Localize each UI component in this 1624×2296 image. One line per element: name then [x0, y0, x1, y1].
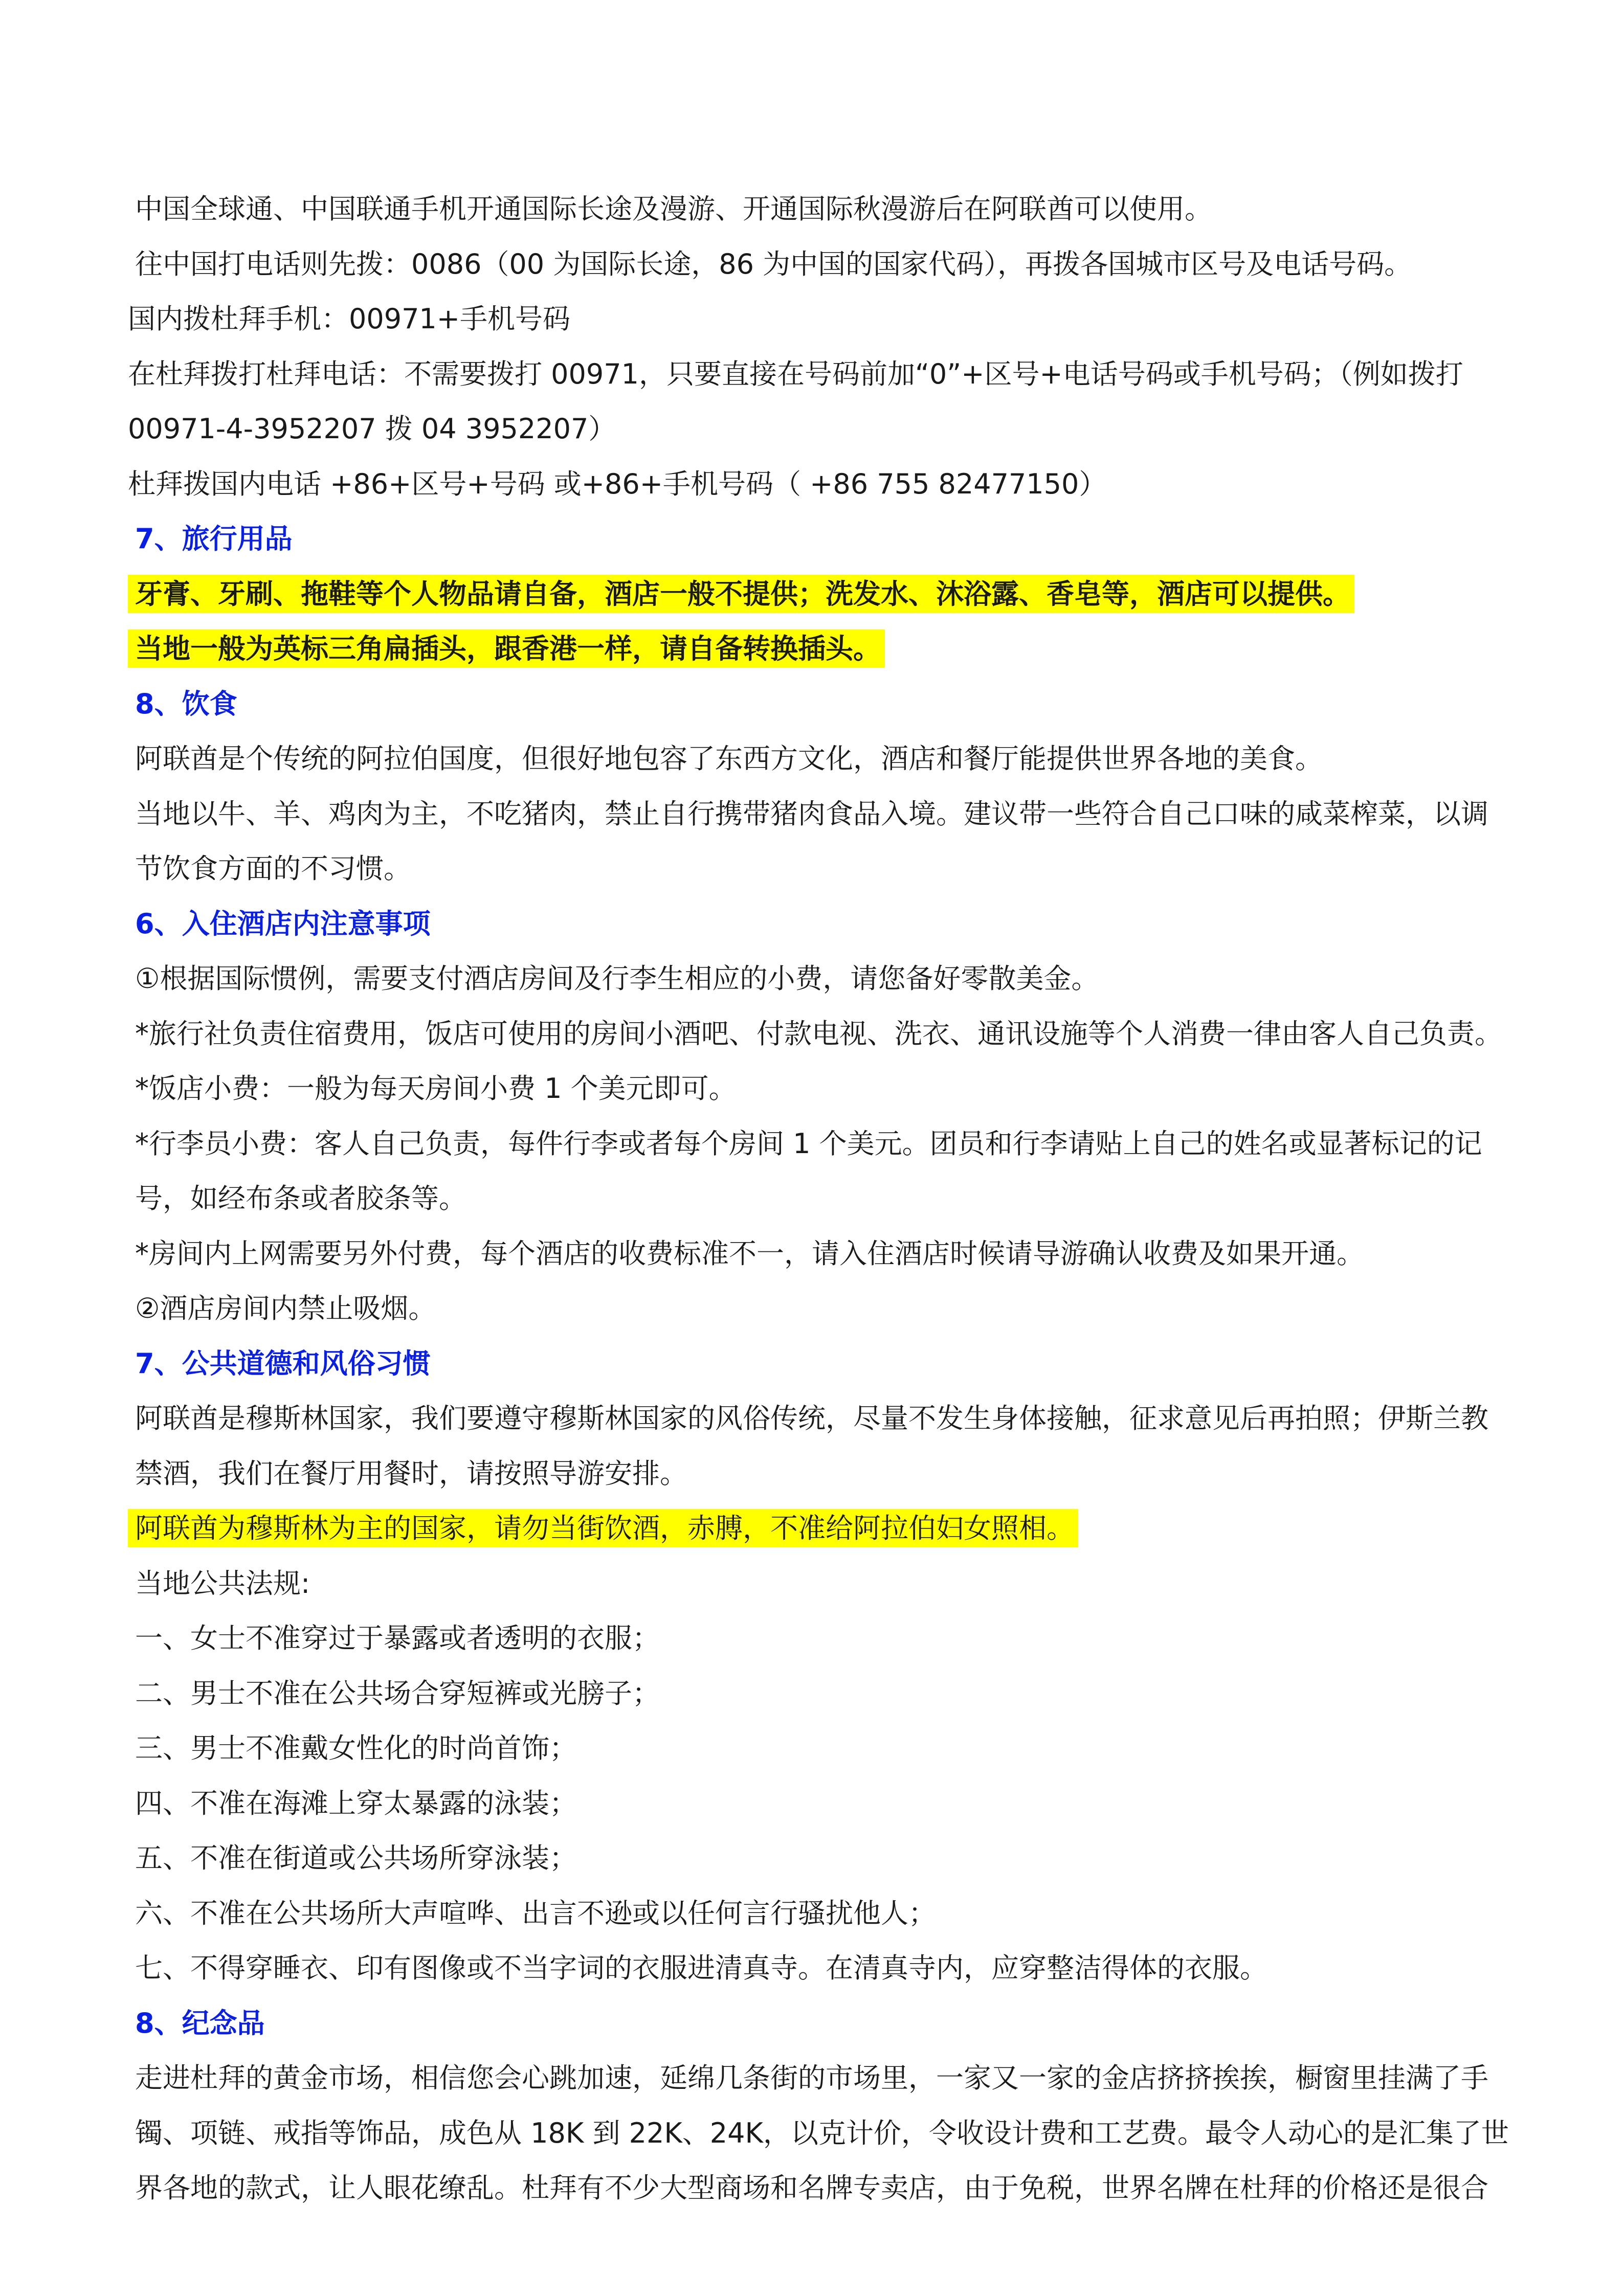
paragraph-line: 阿联酋是个传统的阿拉伯国度，但很好地包容了东西方文化，酒店和餐厅能提供世界各地的美食。	[135, 742, 1323, 775]
paragraph-line: *行李员小费：客人自己负责，每件行李或者每个房间 1 个美元。团员和行李请贴上自己的姓名或显著标记的记	[135, 1127, 1482, 1160]
paragraph-line: *饭店小费：一般为每天房间小费 1 个美元即可。	[135, 1072, 737, 1105]
section-heading-travel-items: 7、旅行用品	[135, 523, 293, 555]
highlighted-line	[128, 1501, 1540, 1556]
paragraph-line: 中国全球通、中国联通手机开通国际长途及漫游、开通国际秋漫游后在阿联酋可以使用。	[135, 193, 1212, 225]
highlighted-line	[128, 567, 1540, 622]
paragraph-line: 号，如经布条或者胶条等。	[135, 1182, 466, 1214]
list-item: 六、不准在公共场所大声喧哗、出言不逊或以任何言行骚扰他人；	[135, 1897, 936, 1929]
section-heading-souvenirs: 8、纪念品	[135, 2007, 265, 2039]
paragraph-line: 国内拨杜拜手机：00971+手机号码	[128, 303, 571, 335]
list-item: 二、男士不准在公共场合穿短裤或光膀子；	[135, 1677, 660, 1709]
paragraph-line: 当地以牛、羊、鸡肉为主，不吃猪肉，禁止自行携带猪肉食品入境。建议带一些符合自己口味的咸菜榨菜，以调	[135, 797, 1488, 830]
section-heading-customs: 7、公共道德和风俗习惯	[135, 1347, 431, 1380]
highlight-text: 当地一般为英标三角扁插头，跟香港一样，请自备转换插头。	[128, 629, 885, 668]
paragraph-line: 往中国打电话则先拨：0086（00 为国际长途，86 为中国的国家代码），再拨各国城市区号及电话号码。	[135, 247, 1412, 280]
paragraph-line: 阿联酋是穆斯林国家，我们要遵守穆斯林国家的风俗传统，尽量不发生身体接触，征求意见后再拍照；伊斯兰教	[135, 1402, 1488, 1434]
paragraph-line: 镯、项链、戒指等饰品，成色从 18K 到 22K、24K，以克计价，令收设计费和工艺费。最令人动心的是汇集了世	[135, 2117, 1509, 2149]
list-item: 四、不准在海滩上穿太暴露的泳装；	[135, 1787, 577, 1819]
paragraph-line: 00971-4-3952207 拨 04 3952207）	[128, 413, 616, 445]
highlight-text: 阿联酋为穆斯林为主的国家，请勿当街饮酒，赤膊，不准给阿拉伯妇女照相。	[128, 1509, 1078, 1547]
paragraph-line: 界各地的款式，让人眼花缭乱。杜拜有不少大型商场和名牌专卖店，由于免税，世界名牌在杜拜的价格还是很合	[135, 2172, 1488, 2204]
list-item: 七、不得穿睡衣、印有图像或不当字词的衣服进清真寺。在清真寺内，应穿整洁得体的衣服。	[135, 1952, 1267, 1984]
highlighted-line	[128, 621, 1540, 677]
paragraph-line: ②酒店房间内禁止吸烟。	[135, 1292, 436, 1324]
paragraph-line: 在杜拜拨打杜拜电话：不需要拨打 00971，只要直接在号码前加“0”+区号+电话号码或手机号码；（例如拨打	[128, 357, 1463, 390]
list-item: 一、女士不准穿过于暴露或者透明的衣服；	[135, 1622, 660, 1654]
document-page	[128, 182, 1540, 2216]
paragraph-line: 杜拜拨国内电话 +86+区号+号码 或+86+手机号码（ +86 755 82477150）	[128, 467, 1107, 500]
highlight-text: 牙膏、牙刷、拖鞋等个人物品请自备，酒店一般不提供；洗发水、沐浴露、香皂等，酒店可以提供。	[128, 575, 1354, 613]
paragraph-line: 当地公共法规:	[135, 1567, 310, 1600]
section-heading-hotel: 6、入住酒店内注意事项	[135, 907, 431, 940]
list-item: 三、男士不准戴女性化的时尚首饰；	[135, 1732, 577, 1764]
paragraph-line: 节饮食方面的不习惯。	[135, 852, 411, 885]
paragraph-line: *旅行社负责住宿费用，饭店可使用的房间小酒吧、付款电视、洗衣、通讯设施等个人消费一律由客人自己负责。	[135, 1017, 1502, 1050]
section-heading-food: 8、饮食	[135, 687, 237, 720]
paragraph-line: 走进杜拜的黄金市场，相信您会心跳加速，延绵几条街的市场里，一家又一家的金店挤挤挨挨，橱窗里挂满了手	[135, 2062, 1488, 2094]
paragraph-line: 禁酒，我们在餐厅用餐时，请按照导游安排。	[135, 1457, 687, 1490]
paragraph-line: ①根据国际惯例，需要支付酒店房间及行李生相应的小费，请您备好零散美金。	[135, 962, 1099, 995]
paragraph-line: *房间内上网需要另外付费，每个酒店的收费标准不一，请入住酒店时候请导游确认收费及如果开通。	[135, 1237, 1364, 1270]
list-item: 五、不准在街道或公共场所穿泳装；	[135, 1842, 577, 1874]
